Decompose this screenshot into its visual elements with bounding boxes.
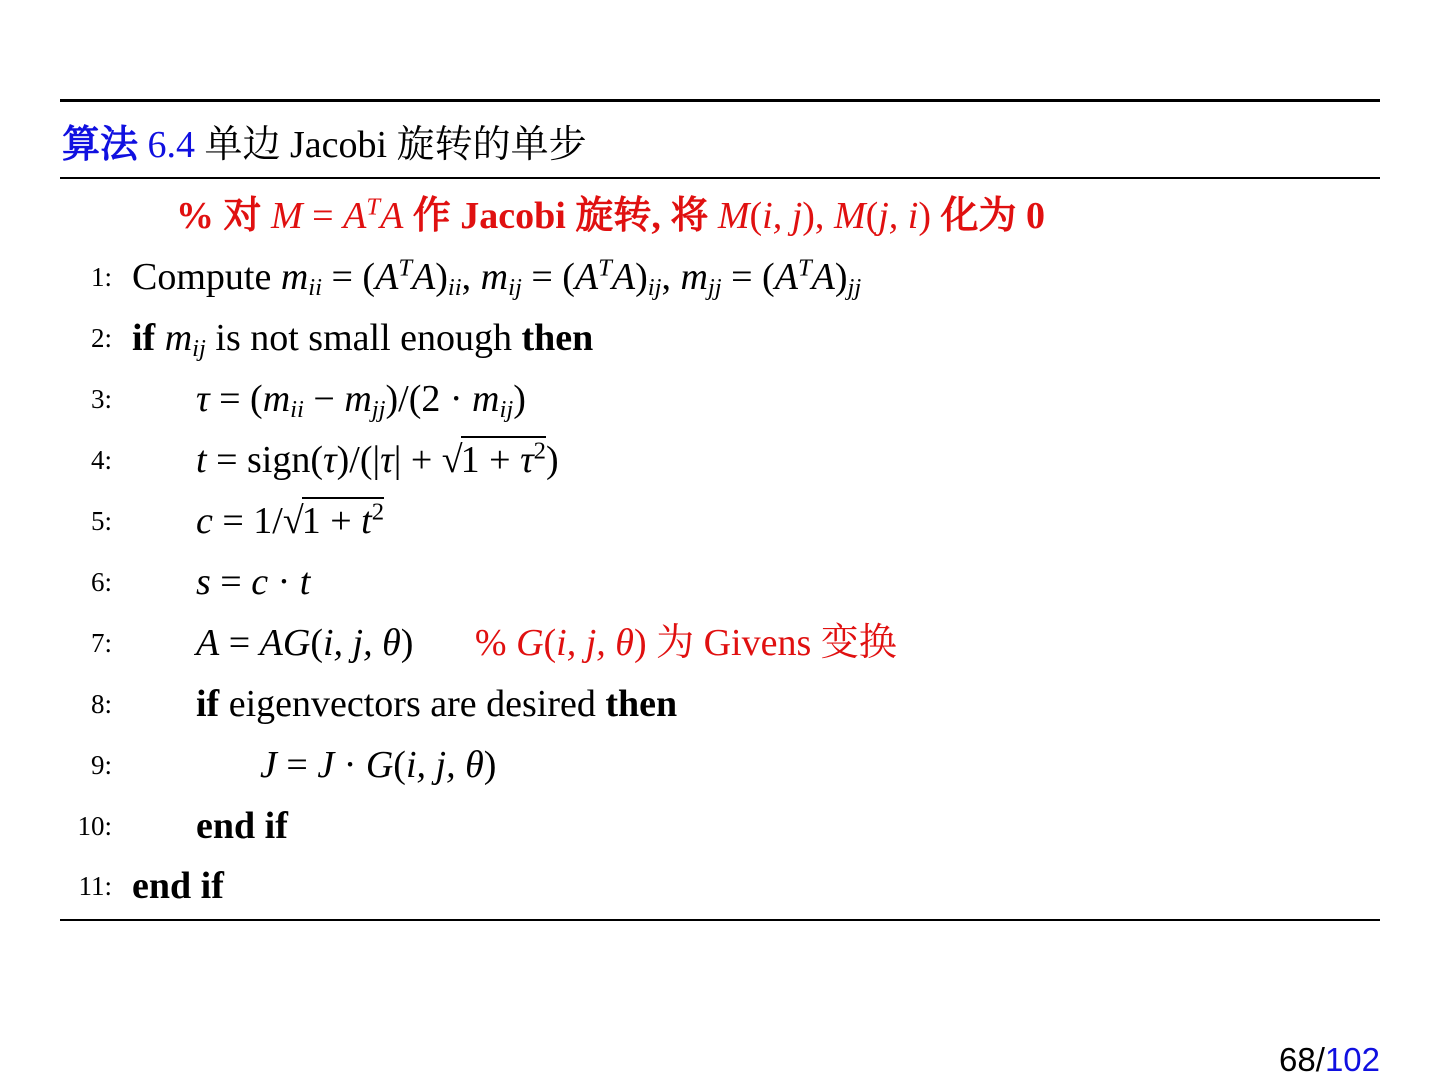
line-number: 11: bbox=[78, 871, 112, 901]
keyword-if: if bbox=[132, 317, 156, 359]
comment-header: % 对 $M = A^TA$ 作 Jacobi 旋转, 将 M(i, j), M(j, i) 化为 0 bbox=[176, 193, 1046, 237]
algo-line-5 bbox=[0, 493, 1440, 549]
line-number: 2: bbox=[90, 323, 112, 353]
line-number: 8: bbox=[90, 689, 112, 719]
algo-line-1 bbox=[0, 249, 1440, 305]
algo-line-9 bbox=[0, 737, 1440, 793]
line-body: $c = 1/√1 + t^2$ bbox=[196, 498, 385, 542]
condition-text: eigenvectors are desired bbox=[228, 683, 596, 725]
keyword-then: then bbox=[605, 683, 678, 725]
page-total[interactable]: 102 bbox=[1324, 1041, 1380, 1078]
algorithm-number: 6.4 bbox=[147, 124, 196, 166]
page-number bbox=[1279, 1040, 1380, 1080]
line-number: 6: bbox=[90, 567, 112, 597]
comment-mid1: 作 Jacobi 旋转, 将 bbox=[412, 195, 709, 237]
algo-line-2 bbox=[0, 310, 1440, 366]
keyword-end-if: end if bbox=[196, 805, 288, 847]
line-number: 5: bbox=[90, 506, 112, 536]
line-number: 3: bbox=[90, 384, 112, 414]
line-body: if $m_{ij}$ is not small enough then bbox=[132, 317, 594, 363]
keyword-then: then bbox=[521, 317, 594, 359]
comment-text: 为 Givens 变换 bbox=[656, 622, 897, 664]
line-body: Compute $m_{ii} = (A^TA)_{ii}$, $m_{ij} = (A^TA)_{ij}$, $m_{jj} = (A^TA)_{jj}$ bbox=[132, 254, 862, 302]
line-number: 10: bbox=[77, 811, 112, 841]
bottom-rule bbox=[60, 919, 1380, 921]
line-body: t = sign(τ)/(|τ| + $√1 + \tau^2$) bbox=[196, 437, 559, 481]
algo-line-7 bbox=[0, 615, 1440, 671]
top-rule bbox=[60, 99, 1380, 102]
line-number: 1: bbox=[90, 262, 112, 292]
line-body: s = c · t bbox=[196, 561, 311, 603]
comment-mid2: 化为 0 bbox=[940, 195, 1046, 237]
comment-math-2: M bbox=[717, 195, 750, 237]
algorithm-title: 单边 Jacobi 旋转的单步 bbox=[204, 124, 587, 166]
line-number: 4: bbox=[90, 445, 112, 475]
keyword-if: if bbox=[196, 683, 220, 725]
comment-math-1: M bbox=[271, 195, 303, 237]
page-separator: / bbox=[1315, 1041, 1325, 1078]
line-body: J = J · G(i, j, θ) bbox=[260, 744, 497, 786]
comment-header-line bbox=[0, 188, 1440, 244]
algo-line-4 bbox=[0, 432, 1440, 488]
page-current: 68 bbox=[1279, 1041, 1316, 1078]
algo-line-3 bbox=[0, 371, 1440, 427]
line-body: A = AG(i, j, θ) % G(i, j, θ) 为 Givens 变换 bbox=[196, 622, 897, 664]
algo-line-10 bbox=[0, 798, 1440, 854]
line7-comment: % G(i, j, θ) 为 Givens 变换 bbox=[474, 622, 897, 664]
algo-line-8 bbox=[0, 676, 1440, 732]
caption-rule bbox=[60, 177, 1380, 179]
comment-percent: % bbox=[474, 622, 507, 664]
comment-prefix: % 对 bbox=[176, 195, 262, 237]
compute-text: Compute bbox=[132, 256, 272, 298]
line-body: $\tau = (m_{ii} - m_{jj})/(2 \cdot m_{ij})$ bbox=[196, 378, 526, 424]
algorithm-caption bbox=[62, 120, 587, 170]
line-body bbox=[196, 676, 677, 732]
line-number: 9: bbox=[90, 750, 112, 780]
algo-line-11 bbox=[0, 858, 1440, 914]
keyword-end-if: end if bbox=[132, 865, 224, 907]
algo-line-6 bbox=[0, 554, 1440, 610]
condition-text: is not small enough bbox=[215, 317, 512, 359]
line-number: 7: bbox=[90, 628, 112, 658]
algorithm-label: 算法 bbox=[62, 124, 139, 166]
sign-function: sign bbox=[247, 439, 311, 481]
